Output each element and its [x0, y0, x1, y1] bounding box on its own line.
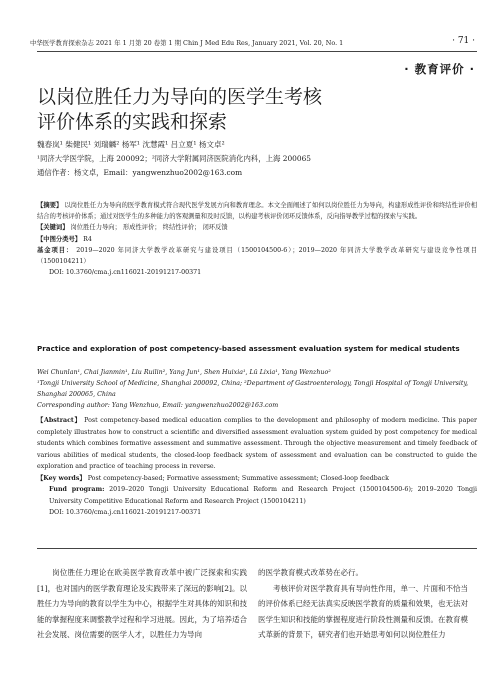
fund-cn [37, 245, 477, 267]
abstract-en [37, 415, 477, 473]
keywords-cn [37, 222, 477, 233]
fund-en [37, 484, 477, 507]
keywords-en-label: 【Key words】 [37, 474, 86, 482]
article-title-en: Practice and exploration of post competency-based assessment evaluation system for medical students [37, 344, 460, 353]
doi-en: DOI: 10.3760/cma.j.cn116021-20191217-00371 [49, 509, 202, 516]
abstract-cn-label: 【摘要】 [37, 202, 63, 209]
doi-cn: DOI: 10.3760/cma.j.cn116021-20191217-00371 [49, 269, 202, 277]
fund-en-text: 2019–2020 Tongji University Educational Reform and Research Project (1500104500-6); 2019–2020 Tongji University Competitive Educational Reform and Research Project (1500104211) [49, 486, 477, 505]
header-rule [37, 51, 477, 52]
authors-cn: 魏春岚¹ 柴健民¹ 刘瑞麟² 杨军¹ 沈慧霞¹ 吕立夏¹ 杨文卓² [37, 140, 225, 149]
section-rule [37, 548, 477, 549]
abstract-en-label: 【Abstract】 [37, 417, 82, 424]
body-column-right [258, 565, 468, 643]
clc [37, 234, 477, 245]
fund-cn-label: 基金项目： [37, 246, 74, 254]
page-number: · 71 · [452, 36, 475, 46]
body-paragraph: 的医学教育模式改革势在必行。 [258, 568, 363, 577]
keywords-en-text: Post competency-based; Formative assessment; Summative assessment; Closed-loop feedback [87, 474, 389, 482]
authors-en: Wei Chunlan¹, Chai Jianmin¹, Liu Ruilin², Yang Jun¹, Shen Huixia¹, Lü Lixia¹, Yang Wenzhuo² [37, 369, 331, 376]
title-line-2: 评价体系的实践和探索 [37, 111, 228, 133]
abstract-cn [37, 200, 477, 222]
title-line-1: 以岗位胜任力为导向的医学生考核 [37, 86, 323, 108]
authors-en-block [37, 367, 477, 411]
corresponding-author-cn: 通信作者：杨文卓，Email：yangwenzhuo2002@163.com [37, 168, 243, 177]
abstract-cn-text: 以岗位胜任力为导向的医学教育模式符合现代医学发展方向和教育理念。本文全面阐述了如何以岗位胜任力为导向，构建形成性评价和终结性评价相结合的考核评价体系；通过对医学生的多种能力的客观测量和及时反馈，以构建考核评价闭环反馈体系，反向指导教学过程的探索与实践。 [37, 202, 477, 221]
clc-label: 【中图分类号】 [37, 235, 82, 243]
article-title-cn [37, 85, 457, 135]
affiliation-en: ¹Tongji University School of Medicine, Shanghai 200092, China; ²Department of Gastroenterology, Tongji Hospital of Tongji University, Shanghai 200065, China [37, 380, 469, 398]
keywords-en [37, 473, 477, 485]
keywords-cn-label: 【关键词】 [37, 224, 69, 232]
corresponding-author-en: Corresponding author: Yang Wenzhuo, Email: yangwenzhuo2002@163.com [37, 402, 279, 409]
fund-en-label: Fund program: [49, 486, 105, 493]
keywords-cn-text: 岗位胜任力导向； 形成性评价； 终结性评价； 闭环反馈 [70, 224, 228, 232]
body-paragraph: 考核评价对医学教育具有导向性作用，单一、片面和不恰当的评价体系已经无法真实反映医学教育的质量和效果，也无法对医学生知识和技能的掌握程度进行阶段性测量和反馈。在教育模式革新的背景下，研究者们也开始思考如何以岗位胜任力 [258, 583, 468, 639]
body-column-left [37, 565, 247, 643]
fund-cn-text: 2019—2020 年同济大学教学改革研究与建设项目（1500104500-6）；2019—2020 年同济大学教学改革研究与建设竞争性项目（1500104211） [37, 246, 477, 266]
body-paragraph: 岗位胜任力理论在欧美医学教育改革中被广泛探索和实践[1]，也对国内的医学教育理论及实践带来了深远的影响[2]。以胜任力为导向的教育以学生为中心，根据学生对具体的知识和技能的掌握程度来调整教学过程和学习进展。因此，为了培养适合社会发展、岗位需要的医学人才，以胜任力为导向 [37, 568, 247, 639]
section-tag: · 教育评价 · [404, 62, 475, 76]
clc-text: R4 [83, 235, 92, 243]
abstract-cn-block [37, 200, 477, 278]
running-header: 中华医学教育探索杂志 2021 年 1 月第 20 卷第 1 期 Chin J Med Edu Res, January 2021, Vol. 20, No. 1 [30, 39, 344, 47]
abstract-en-text: Post competency-based medical education complies to the development and philosophy of modern medicine. This paper completely illustrates how to construct a scientific and diversified assessment evaluation system guided by post competency for medical students which combines formative assessment and summative assessment. Through the objective measurement and timely feedback of various abilities of medical students, the closed-loop feedback system of assessment and evaluation can be constructed to guide the exploration and practice of teaching process in reverse. [37, 417, 477, 470]
abstract-en-block [37, 415, 477, 519]
affiliation-cn: ¹同济大学医学院，上海 200092；²同济大学附属同济医院消化内科，上海 200065 [37, 154, 311, 163]
